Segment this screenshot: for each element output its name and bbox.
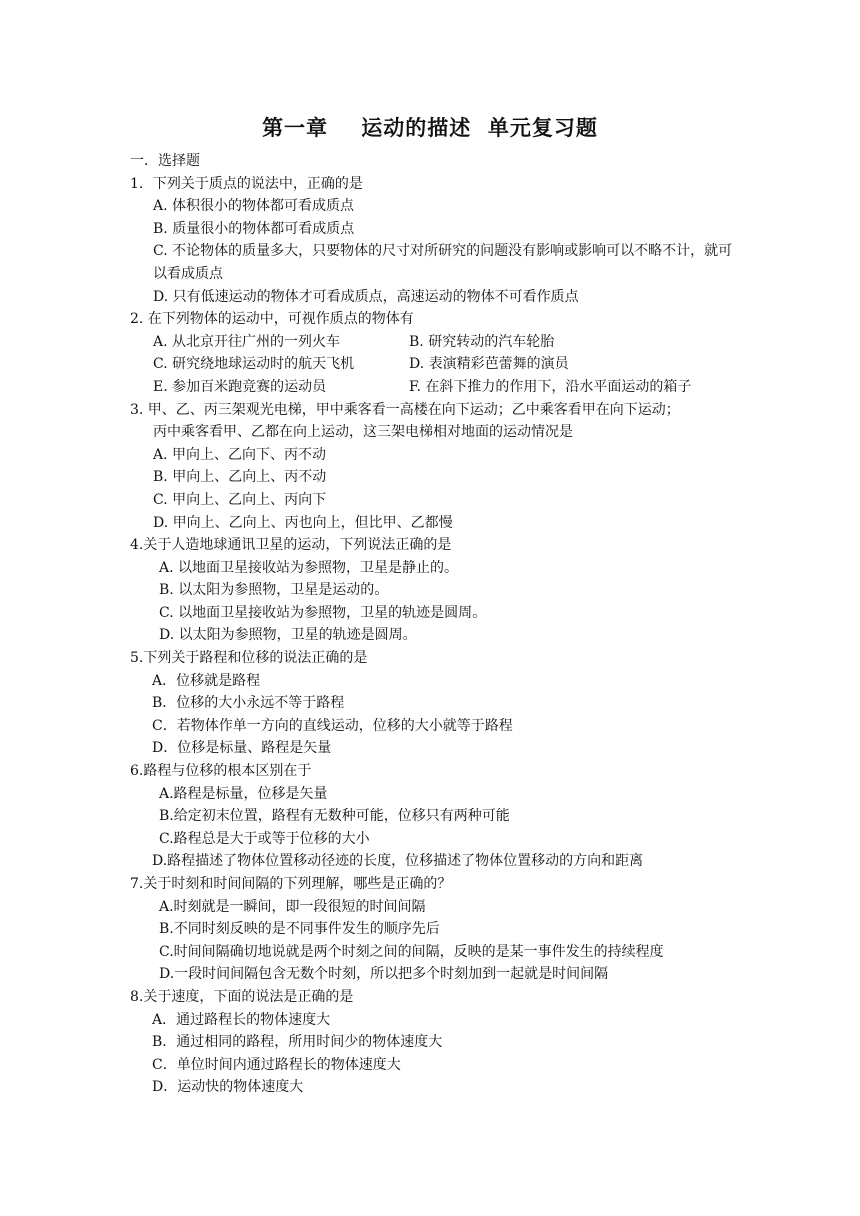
question-3-option-c: C. 甲向上、乙向上、丙向下 — [153, 491, 327, 508]
question-7-option-c: C.时间间隔确切地说就是两个时刻之间的间隔，反映的是某一事件发生的持续程度 — [159, 943, 664, 960]
question-8-stem: 8.关于速度，下面的说法是正确的是 — [130, 988, 354, 1005]
question-5-option-b: B．位移的大小永远不等于路程 — [152, 695, 345, 712]
question-5-stem: 5.下列关于路程和位移的说法正确的是 — [130, 650, 368, 667]
question-3-option-d: D. 甲向上、乙向上、丙也向上，但比甲、乙都慢 — [153, 514, 453, 531]
question-3-option-a: A. 甲向上、乙向下、丙不动 — [153, 446, 327, 463]
question-8-option-d: D．运动快的物体速度大 — [152, 1079, 304, 1096]
question-2-row-3 — [130, 376, 740, 399]
question-7-stem: 7.关于时刻和时间间隔的下列理解，哪些是正确的？ — [130, 876, 452, 892]
question-8-option-c: C．单位时间内通过路程长的物体速度大 — [152, 1056, 401, 1073]
question-1-option-c: C. 不论物体的质量多大，只要物体的尺寸对所研究的问题没有影响或影响可以不略不计，就可以看成质点 — [153, 243, 733, 282]
question-4-option-c: C. 以地面卫星接收站为参照物，卫星的轨迹是圆周。 — [159, 604, 487, 621]
question-7-option-a: A.时刻就是一瞬间，即一段很短的时间间隔 — [159, 898, 426, 915]
question-4-stem: 4.关于人造地球通讯卫星的运动，下列说法正确的是 — [130, 537, 452, 554]
question-2-row-2 — [130, 353, 740, 376]
question-2-option-d: D. 表演精彩芭蕾舞的演员 — [409, 356, 569, 373]
question-6-option-d: D.路程描述了物体位置移动径迹的长度，位移描述了物体位置移动的方向和距离 — [152, 853, 644, 870]
question-1-stem: 1．下列关于质点的说法中，正确的是 — [130, 175, 363, 192]
question-5-option-d: D．位移是标量、路程是矢量 — [152, 740, 332, 757]
question-5-option-a: A．位移就是路程 — [152, 672, 261, 689]
question-8-option-a: A．通过路程长的物体速度大 — [152, 1011, 331, 1028]
section-heading: 一．选择题 — [130, 153, 200, 169]
question-8-option-b: B．通过相同的路程，所用时间少的物体速度大 — [152, 1034, 443, 1051]
question-2-option-e: E. 参加百米跑竞赛的运动员 — [153, 378, 327, 395]
question-4-option-d: D. 以太阳为参照物，卫星的轨迹是圆周。 — [159, 627, 417, 644]
question-4-option-a: A. 以地面卫星接收站为参照物，卫星是静止的。 — [159, 559, 459, 576]
question-1-option-b: B. 质量很小的物体都可看成质点 — [153, 220, 355, 237]
question-7-option-b: B.不同时刻反映的是不同事件发生的顺序先后 — [159, 921, 440, 938]
question-3-stem-line-1: 3. 甲、乙、丙三架观光电梯，甲中乘客看一高楼在向下运动；乙中乘客看甲在向下运动； — [130, 401, 680, 418]
question-3-stem-line-2: 丙中乘客看甲、乙都在向上运动，这三架电梯相对地面的运动情况是 — [153, 424, 573, 441]
question-1-option-a: A. 体积很小的物体都可看成质点 — [153, 198, 355, 215]
question-6-stem: 6.路程与位移的根本区别在于 — [130, 763, 312, 780]
question-3-option-b: B. 甲向上、乙向上、丙不动 — [153, 469, 327, 486]
question-1-option-d: D. 只有低速运动的物体才可看成质点，高速运动的物体不可看作质点 — [153, 288, 579, 305]
question-2-option-b: B. 研究转动的汽车轮胎 — [409, 333, 555, 350]
question-7-option-d: D.一段时间间隔包含无数个时刻，所以把多个时刻加到一起就是时间间隔 — [159, 966, 609, 983]
question-5-option-c: C．若物体作单一方向的直线运动，位移的大小就等于路程 — [152, 717, 513, 734]
question-2-option-c: C. 研究绕地球运动时的航天飞机 — [153, 356, 355, 373]
question-6-option-b: B.给定初末位置，路程有无数种可能，位移只有两种可能 — [159, 808, 510, 825]
document-title: 第一章 运动的描述 单元复习题 — [262, 115, 598, 140]
question-2-option-a: A. 从北京开往广州的一列火车 — [153, 333, 341, 350]
question-2-stem: 2. 在下列物体的运动中，可视作质点的物体有 — [130, 311, 414, 328]
question-2-option-f: F. 在斜下推力的作用下，沿水平面运动的箱子 — [409, 378, 692, 395]
question-2-row-1 — [130, 331, 740, 354]
question-list — [130, 150, 740, 1099]
question-6-option-c: C.路程总是大于或等于位移的大小 — [159, 830, 370, 847]
question-6-option-a: A.路程是标量，位移是矢量 — [159, 785, 328, 802]
question-4-option-b: B. 以太阳为参照物，卫星是运动的。 — [159, 582, 389, 599]
